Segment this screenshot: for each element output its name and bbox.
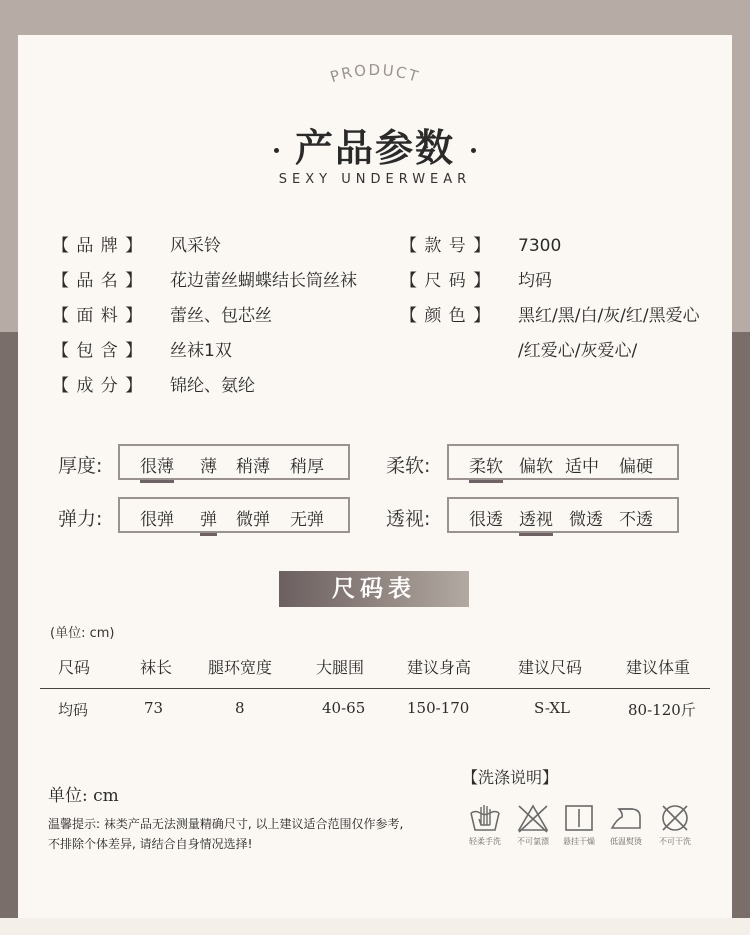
- spec-color-value: 黑红/黑/白/灰/红/黑爱心: [518, 306, 700, 326]
- page-title-text: 产品参数: [294, 126, 455, 170]
- low-iron-label: 低温熨烫: [610, 837, 642, 846]
- transparency-option-slight: 微透: [569, 510, 603, 530]
- softness-option-hard: 偏硬: [619, 457, 653, 477]
- thickness-option-thin: 薄: [200, 457, 217, 477]
- wash-item-low-iron: [601, 803, 651, 847]
- wash-item-no-dry-clean: [650, 803, 700, 847]
- hand-wash-label: 轻柔手洗: [469, 837, 501, 846]
- no-bleach-label: 不可氯漂: [517, 837, 549, 846]
- table-cell-thigh: 40-65: [322, 699, 366, 717]
- wash-item-hand-wash: [460, 803, 510, 847]
- table-cell-band-width: 8: [235, 699, 245, 717]
- thickness-scale: [118, 444, 350, 480]
- spec-color-value-line2: /红爱心/灰爱心/: [518, 341, 638, 361]
- product-arc-text: [18, 35, 732, 115]
- spec-name: [52, 266, 357, 291]
- size-table-title: 尺码表: [279, 571, 469, 607]
- spec-contents: [52, 336, 232, 361]
- size-table-unit: (单位: cm): [50, 626, 115, 641]
- spec-card: [18, 35, 732, 918]
- spec-contents-value: 丝袜1双: [170, 341, 232, 361]
- table-cell-height: 150-170: [407, 699, 470, 717]
- elasticity-option-slight: 微弹: [236, 510, 270, 530]
- softness-option-soft: 柔软: [469, 452, 503, 477]
- hang-dry-icon: [562, 803, 596, 833]
- spec-color-label: 【 颜 色 】: [400, 306, 492, 326]
- title-dot-right: [471, 148, 476, 153]
- softness-label: 柔软:: [386, 455, 431, 477]
- tip-line-1: 温馨提示: 袜类产品无法测量精确尺寸, 以上建议适合范围仅作参考,: [48, 817, 404, 831]
- spec-size: [400, 266, 552, 291]
- page-title: [18, 117, 732, 172]
- thickness-option-very-thin: 很薄: [140, 452, 174, 477]
- spec-contents-label: 【 包 含 】: [52, 341, 144, 361]
- transparency-label: 透视:: [386, 508, 431, 530]
- spec-name-value: 花边蕾丝蝴蝶结长筒丝袜: [170, 271, 357, 291]
- spec-composition-value: 锦纶、氨纶: [170, 376, 255, 396]
- transparency-option-very: 很透: [469, 510, 503, 530]
- spec-fabric-value: 蕾丝、包芯丝: [170, 306, 272, 326]
- table-header-thigh: 大腿围: [316, 658, 365, 677]
- spec-fabric: [52, 301, 272, 326]
- elasticity-label: 弹力:: [58, 508, 103, 530]
- transparency-option-opaque: 不透: [619, 510, 653, 530]
- table-cell-length: 73: [144, 699, 164, 717]
- spec-model-value: 7300: [518, 236, 562, 256]
- spec-model-label: 【 款 号 】: [400, 236, 492, 256]
- transparency-scale: [447, 497, 679, 533]
- spec-brand: [52, 231, 221, 256]
- footer-unit: 单位: cm: [48, 786, 119, 806]
- table-header-size: 尺码: [58, 658, 91, 677]
- spec-composition: [52, 371, 255, 396]
- elasticity-scale: [118, 497, 350, 533]
- spec-size-label: 【 尺 码 】: [400, 271, 492, 291]
- no-dry-clean-icon: [658, 803, 692, 833]
- page-subtitle: SEXY UNDERWEAR: [278, 172, 472, 187]
- thickness-option-slightly-thin: 稍薄: [236, 457, 270, 477]
- spec-model: [400, 231, 561, 256]
- softness-scale: [447, 444, 679, 480]
- table-cell-rec-size: S-XL: [534, 699, 570, 717]
- background-strip: [0, 918, 750, 935]
- spec-composition-label: 【 成 分 】: [52, 376, 144, 396]
- spec-size-value: 均码: [518, 271, 552, 291]
- spec-brand-label: 【 品 牌 】: [52, 236, 144, 256]
- table-header-rec-size: 建议尺码: [518, 658, 583, 677]
- wash-item-no-bleach: [508, 803, 558, 847]
- no-bleach-icon: [516, 803, 550, 833]
- spec-name-label: 【 品 名 】: [52, 271, 144, 291]
- table-header-length: 袜长: [140, 658, 173, 677]
- no-dry-clean-label: 不可干洗: [659, 837, 691, 846]
- low-iron-icon: [609, 803, 643, 833]
- wash-instructions-title: 【洗涤说明】: [462, 768, 559, 787]
- transparency-option-sheer: 透视: [519, 505, 553, 530]
- table-cell-weight: 80-120斤: [628, 701, 696, 719]
- spec-fabric-label: 【 面 料 】: [52, 306, 144, 326]
- table-header-weight: 建议体重: [626, 658, 691, 677]
- svg-text:PRODUCT: PRODUCT: [327, 60, 423, 87]
- elasticity-option-elastic: 弹: [200, 505, 217, 530]
- softness-option-medium: 适中: [565, 457, 599, 477]
- tip-line-2: 不排除个体差异, 请结合自身情况选择!: [48, 837, 253, 851]
- spec-brand-value: 风采铃: [170, 236, 221, 256]
- table-header-band-width: 腿环宽度: [208, 658, 273, 677]
- title-dot-left: [274, 148, 279, 153]
- wash-item-hang-dry: [554, 803, 604, 847]
- thickness-option-slightly-thick: 稍厚: [290, 457, 324, 477]
- table-cell-size: 均码: [58, 701, 89, 719]
- softness-option-fairly-soft: 偏软: [519, 457, 553, 477]
- elasticity-option-very: 很弹: [140, 510, 174, 530]
- hang-dry-label: 悬挂干燥: [563, 837, 595, 846]
- table-divider: [40, 688, 710, 689]
- spec-color: [400, 301, 700, 326]
- thickness-label: 厚度:: [58, 455, 103, 477]
- hand-wash-icon: [468, 803, 502, 833]
- elasticity-option-none: 无弹: [290, 510, 324, 530]
- table-header-height: 建议身高: [407, 658, 472, 677]
